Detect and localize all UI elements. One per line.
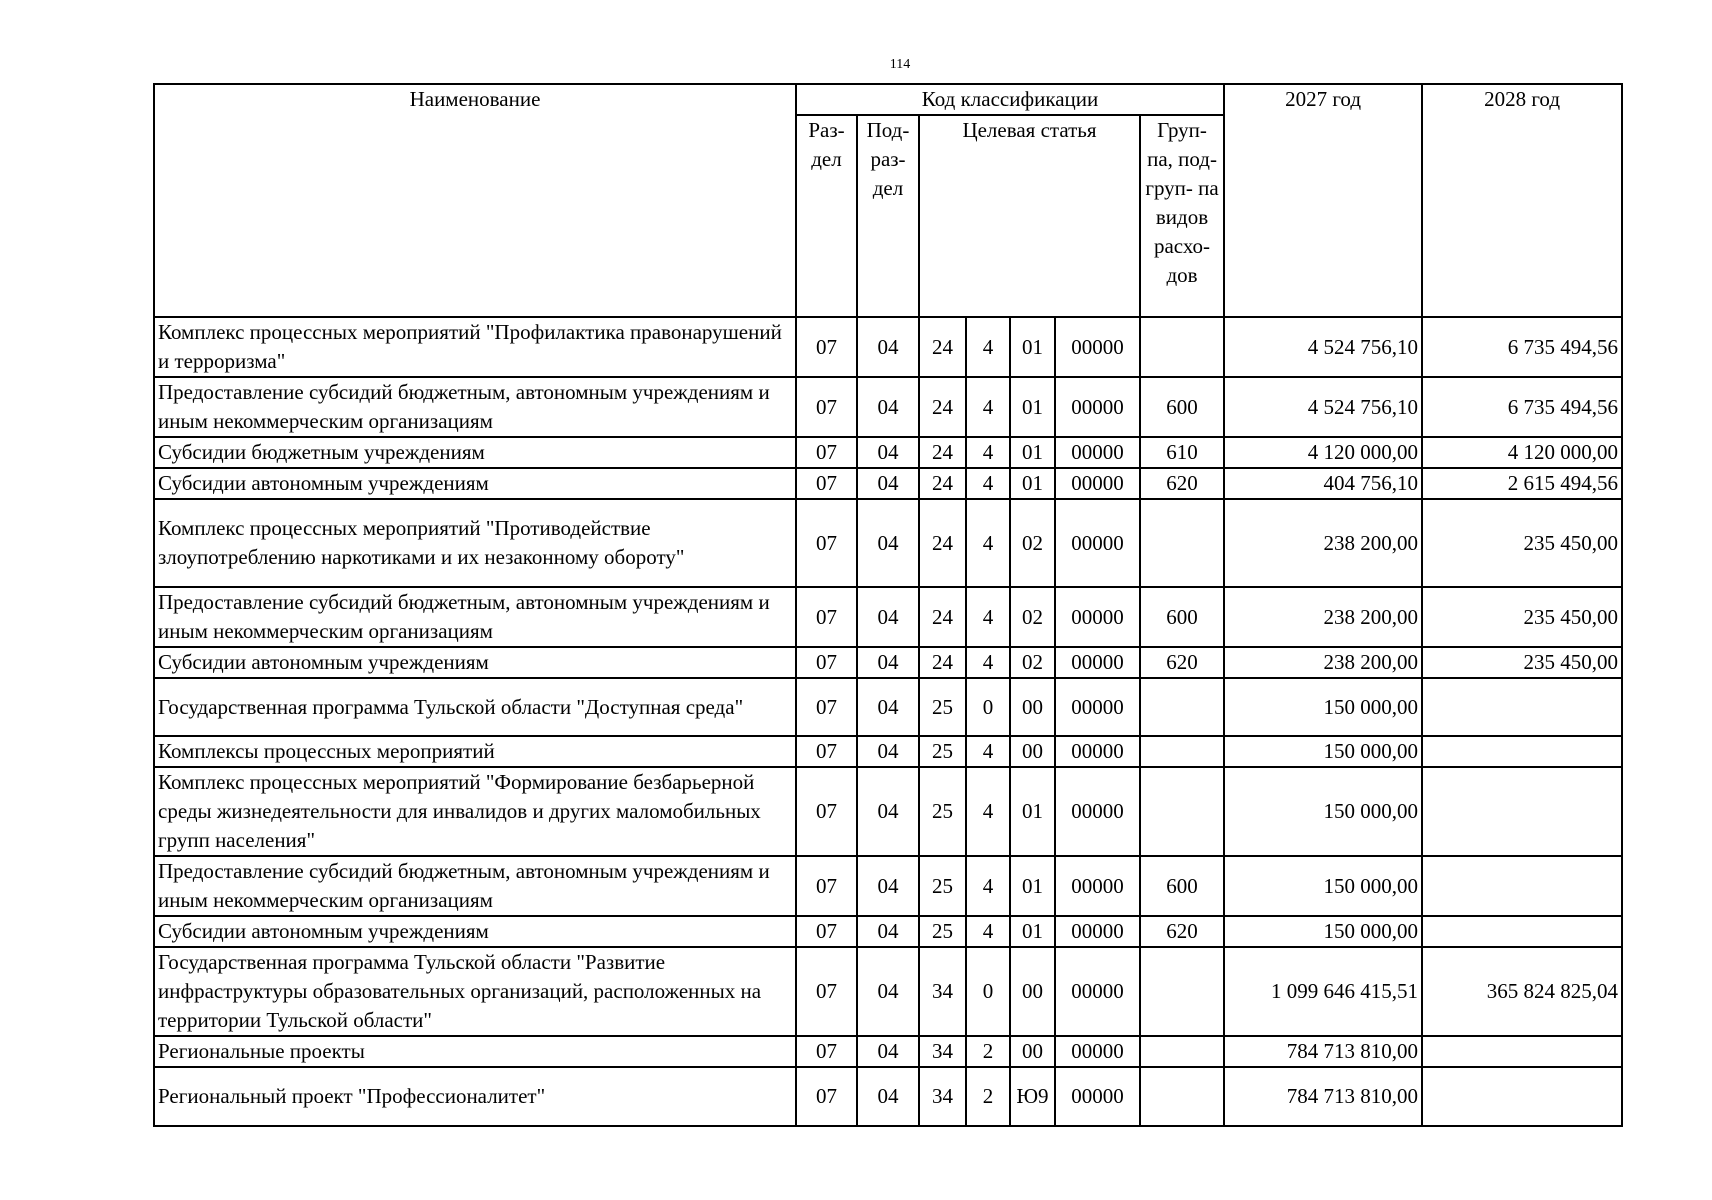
row-amount-2027: 784 713 810,00 [1224,1036,1422,1067]
header-podrazdel: Под- раз- дел [857,115,919,317]
row-amount-2027: 784 713 810,00 [1224,1067,1422,1126]
row-target-program: 24 [919,587,966,647]
row-expense-type [1140,736,1224,767]
row-amount-2028: 365 824 825,04 [1422,947,1622,1036]
row-expense-type [1140,767,1224,856]
row-target-event: 00 [1010,678,1055,736]
header-expense-group: Груп- па, под- груп- па видов расхо- дов [1140,115,1224,317]
header-year-2027: 2027 год [1224,84,1422,317]
row-target-event: 01 [1010,468,1055,499]
row-target-event: 02 [1010,647,1055,678]
table-body [154,317,1622,1126]
row-podrazdel: 04 [857,377,919,437]
table-row [154,437,1622,468]
row-name: Субсидии автономным учреждениям [154,647,796,678]
row-target-program: 25 [919,736,966,767]
table-row [154,947,1622,1036]
budget-table [153,83,1623,1127]
table-row [154,736,1622,767]
row-amount-2028: 6 735 494,56 [1422,377,1622,437]
row-podrazdel: 04 [857,499,919,587]
row-expense-type [1140,1036,1224,1067]
row-amount-2027: 150 000,00 [1224,916,1422,947]
row-target-event: 02 [1010,587,1055,647]
row-amount-2027: 404 756,10 [1224,468,1422,499]
row-amount-2027: 238 200,00 [1224,499,1422,587]
row-name: Комплекс процессных мероприятий "Формирование безбарьерной среды жизнедеятельности для инвалидов и других маломобильных групп населения" [154,767,796,856]
row-target-subprogram: 4 [966,499,1010,587]
row-target-event: Ю9 [1010,1067,1055,1126]
row-expense-type: 600 [1140,377,1224,437]
row-amount-2027: 4 120 000,00 [1224,437,1422,468]
row-target-direction: 00000 [1055,377,1140,437]
row-amount-2027: 150 000,00 [1224,736,1422,767]
row-podrazdel: 04 [857,736,919,767]
row-target-direction: 00000 [1055,767,1140,856]
row-razdel: 07 [796,1067,857,1126]
row-name: Комплекс процессных мероприятий "Противодействие злоупотреблению наркотиками и их незаконному обороту" [154,499,796,587]
row-amount-2028 [1422,678,1622,736]
table-row [154,856,1622,916]
table-row [154,587,1622,647]
row-expense-type: 620 [1140,916,1224,947]
row-target-subprogram: 4 [966,437,1010,468]
row-podrazdel: 04 [857,1036,919,1067]
table-row [154,767,1622,856]
row-podrazdel: 04 [857,678,919,736]
row-razdel: 07 [796,437,857,468]
row-podrazdel: 04 [857,317,919,377]
row-target-direction: 00000 [1055,468,1140,499]
row-razdel: 07 [796,947,857,1036]
row-name: Субсидии бюджетным учреждениям [154,437,796,468]
row-expense-type: 620 [1140,647,1224,678]
row-razdel: 07 [796,587,857,647]
table-row [154,1067,1622,1126]
header-razdel: Раз- дел [796,115,857,317]
row-podrazdel: 04 [857,468,919,499]
row-amount-2028: 235 450,00 [1422,587,1622,647]
row-podrazdel: 04 [857,437,919,468]
row-name: Государственная программа Тульской области "Развитие инфраструктуры образовательных организаций, расположенных на территории Тульской области" [154,947,796,1036]
row-target-subprogram: 4 [966,767,1010,856]
row-expense-type: 610 [1140,437,1224,468]
row-target-direction: 00000 [1055,856,1140,916]
row-target-event: 00 [1010,1036,1055,1067]
row-target-event: 00 [1010,947,1055,1036]
row-expense-type [1140,317,1224,377]
row-target-program: 24 [919,468,966,499]
table-row [154,1036,1622,1067]
row-amount-2028: 235 450,00 [1422,647,1622,678]
row-target-direction: 00000 [1055,499,1140,587]
row-target-subprogram: 0 [966,947,1010,1036]
row-target-event: 01 [1010,767,1055,856]
row-expense-type [1140,678,1224,736]
row-target-subprogram: 4 [966,856,1010,916]
row-razdel: 07 [796,468,857,499]
row-target-event: 01 [1010,856,1055,916]
row-target-direction: 00000 [1055,1036,1140,1067]
header-name: Наименование [154,84,796,317]
row-razdel: 07 [796,377,857,437]
row-name: Субсидии автономным учреждениям [154,916,796,947]
row-amount-2028: 235 450,00 [1422,499,1622,587]
row-target-direction: 00000 [1055,1067,1140,1126]
row-amount-2028 [1422,916,1622,947]
row-amount-2028: 4 120 000,00 [1422,437,1622,468]
row-target-event: 02 [1010,499,1055,587]
row-expense-type: 620 [1140,468,1224,499]
page-number: 114 [889,57,911,72]
row-target-direction: 00000 [1055,736,1140,767]
header-classification: Код классификации [796,84,1224,115]
row-razdel: 07 [796,317,857,377]
row-target-direction: 00000 [1055,678,1140,736]
row-target-subprogram: 4 [966,916,1010,947]
row-target-subprogram: 4 [966,317,1010,377]
row-amount-2027: 150 000,00 [1224,856,1422,916]
row-podrazdel: 04 [857,647,919,678]
row-expense-type [1140,499,1224,587]
row-target-subprogram: 4 [966,647,1010,678]
row-expense-type: 600 [1140,856,1224,916]
table-row [154,468,1622,499]
row-target-program: 34 [919,947,966,1036]
header-target-article: Целевая статья [919,115,1140,317]
row-podrazdel: 04 [857,916,919,947]
row-target-direction: 00000 [1055,947,1140,1036]
row-razdel: 07 [796,647,857,678]
row-target-event: 01 [1010,916,1055,947]
row-name: Предоставление субсидий бюджетным, автономным учреждениям и иным некоммерческим организациям [154,377,796,437]
row-name: Государственная программа Тульской области "Доступная среда" [154,678,796,736]
table-row [154,678,1622,736]
row-target-subprogram: 2 [966,1067,1010,1126]
row-amount-2028 [1422,767,1622,856]
table-row [154,916,1622,947]
row-name: Комплексы процессных мероприятий [154,736,796,767]
row-name: Субсидии автономным учреждениям [154,468,796,499]
row-podrazdel: 04 [857,947,919,1036]
row-expense-type: 600 [1140,587,1224,647]
row-target-event: 01 [1010,437,1055,468]
row-target-program: 24 [919,437,966,468]
row-razdel: 07 [796,1036,857,1067]
row-podrazdel: 04 [857,856,919,916]
row-name: Региональные проекты [154,1036,796,1067]
row-target-subprogram: 4 [966,587,1010,647]
row-target-event: 01 [1010,317,1055,377]
row-target-direction: 00000 [1055,437,1140,468]
table-row [154,377,1622,437]
row-amount-2028 [1422,736,1622,767]
row-target-event: 00 [1010,736,1055,767]
row-razdel: 07 [796,678,857,736]
row-target-program: 34 [919,1036,966,1067]
row-razdel: 07 [796,856,857,916]
row-podrazdel: 04 [857,767,919,856]
row-amount-2028 [1422,856,1622,916]
row-target-subprogram: 4 [966,736,1010,767]
row-podrazdel: 04 [857,1067,919,1126]
table-row [154,317,1622,377]
row-amount-2027: 238 200,00 [1224,647,1422,678]
row-target-event: 01 [1010,377,1055,437]
row-target-direction: 00000 [1055,587,1140,647]
row-target-program: 25 [919,678,966,736]
row-name: Предоставление субсидий бюджетным, автономным учреждениям и иным некоммерческим организациям [154,856,796,916]
row-target-program: 24 [919,647,966,678]
row-target-subprogram: 0 [966,678,1010,736]
row-amount-2027: 150 000,00 [1224,767,1422,856]
row-target-subprogram: 4 [966,468,1010,499]
row-name: Комплекс процессных мероприятий "Профилактика правонарушений и терроризма" [154,317,796,377]
row-amount-2027: 150 000,00 [1224,678,1422,736]
row-target-program: 34 [919,1067,966,1126]
row-target-program: 24 [919,317,966,377]
row-amount-2027: 4 524 756,10 [1224,377,1422,437]
row-name: Предоставление субсидий бюджетным, автономным учреждениям и иным некоммерческим организациям [154,587,796,647]
row-target-direction: 00000 [1055,647,1140,678]
row-amount-2027: 238 200,00 [1224,587,1422,647]
row-razdel: 07 [796,499,857,587]
row-razdel: 07 [796,736,857,767]
row-expense-type [1140,1067,1224,1126]
row-target-direction: 00000 [1055,317,1140,377]
row-amount-2028: 6 735 494,56 [1422,317,1622,377]
table-row [154,499,1622,587]
row-razdel: 07 [796,767,857,856]
table-row [154,647,1622,678]
row-amount-2028 [1422,1067,1622,1126]
row-target-program: 24 [919,377,966,437]
row-razdel: 07 [796,916,857,947]
header-year-2028: 2028 год [1422,84,1622,317]
row-target-program: 25 [919,767,966,856]
row-target-subprogram: 2 [966,1036,1010,1067]
row-target-subprogram: 4 [966,377,1010,437]
row-amount-2028: 2 615 494,56 [1422,468,1622,499]
row-target-program: 25 [919,856,966,916]
row-target-program: 24 [919,499,966,587]
row-amount-2027: 1 099 646 415,51 [1224,947,1422,1036]
row-name: Региональный проект "Профессионалитет" [154,1067,796,1126]
row-podrazdel: 04 [857,587,919,647]
row-amount-2027: 4 524 756,10 [1224,317,1422,377]
row-amount-2028 [1422,1036,1622,1067]
row-expense-type [1140,947,1224,1036]
row-target-direction: 00000 [1055,916,1140,947]
row-target-program: 25 [919,916,966,947]
